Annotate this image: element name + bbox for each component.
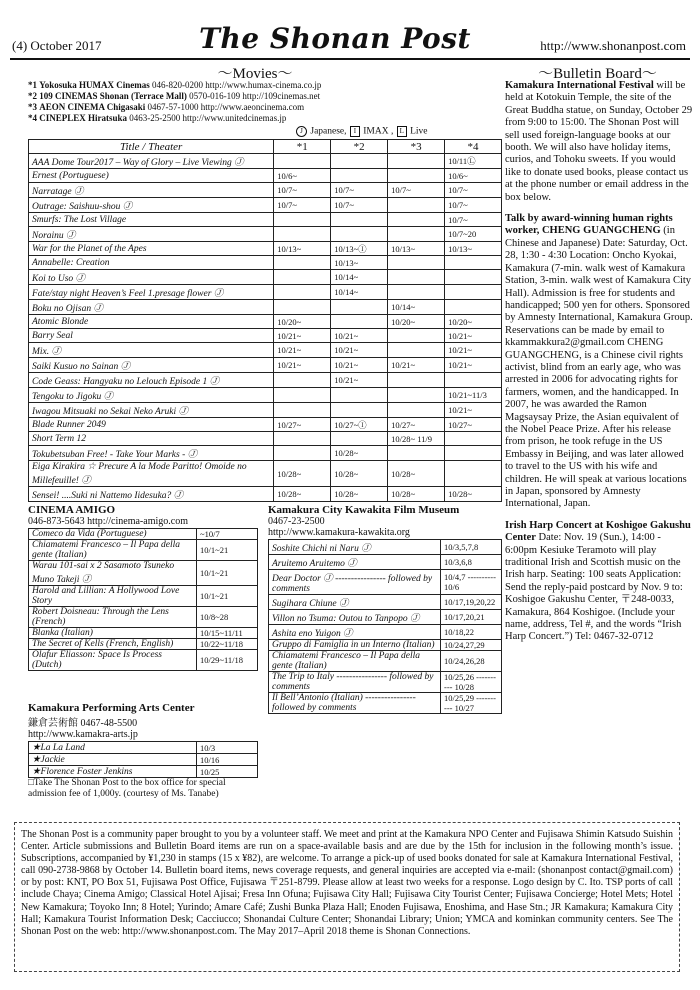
showing-date: 10/21~ bbox=[274, 329, 331, 343]
table-row bbox=[29, 754, 258, 766]
showing-date bbox=[274, 446, 331, 461]
showing-date bbox=[274, 213, 331, 227]
showing-date bbox=[331, 403, 388, 418]
showing-date: 10/18,22 bbox=[441, 625, 502, 640]
showing-date: 10/17,20,21 bbox=[441, 610, 502, 625]
movie-title: Eiga Kirakira ☆ Precure A la Mode Paritto! Omoide no Millefeuille! Ⓙ bbox=[29, 461, 274, 487]
movie-title: Smurfs: The Lost Village bbox=[29, 213, 274, 227]
table-row bbox=[29, 561, 258, 586]
movie-title: ★Jackie bbox=[29, 754, 197, 766]
showing-date: 10/21~ bbox=[331, 373, 388, 388]
movies-title: ～Movies～ bbox=[217, 66, 293, 82]
showing-date: 10/14~ bbox=[331, 285, 388, 300]
cinema-item: *3 AEON CINEMA Chigasaki 0467-57-1000 http://www.aeoncinema.com bbox=[28, 102, 305, 112]
table-row bbox=[269, 595, 502, 610]
showing-date: 10/13~ bbox=[331, 256, 388, 270]
movie-title: Dear Doctor Ⓙ ---------------- followed by comments bbox=[269, 570, 441, 595]
showing-date: 10/28~ bbox=[331, 446, 388, 461]
footer-box: The Shonan Post is a community paper brought to you by a volunteer staff. We meet and print at the Kamakura NPO Center and Fujisawa Shimin Katsudo Suishin Center. Article submissions and Bulletin Board items are run on a space-available basis and are due by the 15th for inclusion in the following month’s issue. Subscriptions, accompanied by ¥1,230 in stamps (15 x ¥82), are welcome. To arrange a pick-up of used books donated for sale at Kamakura International Festival, call 090-2738-9868 by October 14. Bulletin board items, news coverage requests, and general inquiries are accepted via e-mail: (shonanpost contact@gmail.com) or by post: KNT, PO Box 51, Fujisawa Post Office, Fujisawa 〒251-8799. Please allow at least two weeks for a response. Logo design by C. Ito. TSP ports of call include Chaya; Cinema Amigo; Classical Hotel Ajisai; Fresa Inn Ofuna; Fujisawa City Hall; Fujisawa City Tourist Center; Fujisawa Concierge; Hotel Mets; Hotel New Kamakura; Toyoko Inn; 8 Hotel; Yurindo; Amare Café; Zushi Bunka Plaza Hall; Enoden Fujisawa, Enoshima, and Hase Stn.; JR Kamakura; Kamakura City Hall; Kamakura Tourist Information Desk; Cacciucco; Shonandai Culture Center; Shonandai Library; Union; YMCA and kominkan community centers. See The Shonan Post on the web: http://www.shonanpost.com. The May 2017–April 2018 theme is Shonan Connections. bbox=[14, 822, 680, 972]
showing-date bbox=[274, 300, 331, 315]
table-row bbox=[29, 285, 502, 300]
showing-date: 10/13~ bbox=[445, 242, 502, 256]
cinema-list bbox=[28, 80, 321, 124]
showing-date: 10/7~ bbox=[331, 198, 388, 213]
showing-date bbox=[274, 154, 331, 169]
showing-date: 10/3,6,8 bbox=[441, 555, 502, 570]
table-row bbox=[269, 540, 502, 555]
showing-date: 10/28~ bbox=[331, 461, 388, 487]
table-row bbox=[29, 213, 502, 227]
showing-date: 10/21~ bbox=[274, 358, 331, 373]
imax-icon: I bbox=[350, 126, 360, 137]
movie-title: Saiki Kusuo no Sainan Ⓙ bbox=[29, 358, 274, 373]
showing-date: 10/13~Ⓘ bbox=[331, 242, 388, 256]
showing-date: 10/29~11/18 bbox=[197, 650, 258, 671]
movie-title: Sensei! ....Suki ni Nattemo Iidesuka? Ⓙ bbox=[29, 487, 274, 502]
showing-date: 10/13~ bbox=[388, 242, 445, 256]
showing-date: 10/21~ bbox=[445, 343, 502, 358]
showing-date bbox=[445, 285, 502, 300]
showing-date: 10/20~ bbox=[388, 315, 445, 329]
showing-date: 10/6~ bbox=[274, 169, 331, 183]
table-row bbox=[29, 529, 258, 540]
movie-title: Soshite Chichi ni Naru Ⓙ bbox=[269, 540, 441, 555]
table-row bbox=[269, 651, 502, 672]
table-row bbox=[269, 625, 502, 640]
movie-title: Robert Doisneau: Through the Lens (French) bbox=[29, 607, 197, 628]
showing-date: 10/27~ bbox=[388, 418, 445, 432]
movie-title: The Trip to Italy ---------------- followed by comments bbox=[269, 672, 441, 693]
movie-title: Sugihara Chiune Ⓙ bbox=[269, 595, 441, 610]
showing-date bbox=[445, 270, 502, 285]
table-row bbox=[29, 432, 502, 446]
movie-title: Short Term 12 bbox=[29, 432, 274, 446]
bulletin-board bbox=[505, 80, 693, 670]
showing-date: 10/7~ bbox=[274, 183, 331, 198]
showing-date bbox=[274, 388, 331, 403]
showing-date: 10/13~ bbox=[274, 242, 331, 256]
table-row bbox=[29, 639, 258, 650]
showing-date bbox=[274, 373, 331, 388]
movie-title: Barry Seal bbox=[29, 329, 274, 343]
kawakita-block bbox=[268, 504, 502, 714]
showing-date: 10/25,26 ---------- 10/28 bbox=[441, 672, 502, 693]
kpac-note: □Take The Shonan Post to the box office for special admission fee of 1,000y. (courtesy of Ms. Tanabe) bbox=[28, 778, 226, 799]
movie-title: Warau 101-sai x 2 Sasamoto Tsuneko Muno Takeji Ⓙ bbox=[29, 561, 197, 586]
showing-date bbox=[388, 343, 445, 358]
showing-date: 10/21~ bbox=[445, 403, 502, 418]
showing-date bbox=[388, 198, 445, 213]
movie-title: Tengoku to Jigoku Ⓙ bbox=[29, 388, 274, 403]
table-row bbox=[29, 242, 502, 256]
table-row bbox=[29, 650, 258, 671]
showing-date bbox=[445, 300, 502, 315]
table-row bbox=[29, 628, 258, 639]
japanese-icon: J bbox=[296, 126, 307, 137]
showing-date bbox=[331, 315, 388, 329]
kpac-name-jp: 鎌倉芸術館 bbox=[28, 718, 78, 729]
kpac-block bbox=[28, 702, 258, 800]
movie-title: ★La La Land bbox=[29, 742, 197, 754]
showing-date bbox=[445, 256, 502, 270]
showing-date bbox=[331, 300, 388, 315]
showing-date bbox=[274, 270, 331, 285]
kpac-table bbox=[28, 741, 258, 778]
showing-date bbox=[388, 388, 445, 403]
table-row bbox=[29, 742, 258, 754]
showing-date: 10/16 bbox=[197, 754, 258, 766]
column-header-theater: *4 bbox=[445, 140, 502, 154]
cinema-item: *4 CINEPLEX Hiratsuka 0463-25-2500 http://www.unitedcinemas.jp bbox=[28, 113, 287, 123]
movie-title: Code Geass: Hangyaku no Lelouch Episode 1 Ⓙ bbox=[29, 373, 274, 388]
showing-date: 10/28~ bbox=[445, 487, 502, 502]
kpac-url[interactable]: http://www.kamakra-arts.jp bbox=[28, 729, 138, 740]
showing-date: 10/25,29 ---------- 10/27 bbox=[441, 693, 502, 714]
showing-date bbox=[331, 432, 388, 446]
amigo-table bbox=[28, 528, 258, 671]
showing-date: 10/1~21 bbox=[197, 586, 258, 607]
kawakita-phone: 0467-23-2500 bbox=[268, 516, 325, 527]
showing-date: 10/7~ bbox=[331, 183, 388, 198]
bulletin-item: Talk by award-winning human rights worker, CHENG GUANGCHENG (in Chinese and Japanese) Date: Saturday, Oct. 28, 1:30 - 4:30 Location: Oncho Kyokai, Kamakura (7-min. walk west of Kamakura Station, 3-min. walk west of Kamakura City Hall). Admission is free for students and handicapped; 500 yen for others. Sponsored by Amnesty International, Kamakura Group. Reservations can be made by email to kkammakkura2@gmail.com CHENG GUANGCHENG, is a Chinese civil rights activist, blind from an early age, who was arrested in 2006 for advocating rights for farmers, women, and the handicapped. In 2007, he was awarded the Ramon Magsaysay Prize, the Asian equivalent of the Nobel Peace Prize. After his release from prison, he took refuge in the US Embassy in Beijing, and was later allowed to travel to the US with his wife and children. He will speak at various locations in Japan, sponsored by Amnesty International, Japan. bbox=[505, 213, 693, 510]
bulletin-item: Irish Harp Concert at Koshigoe Gakushu Center Date: Nov. 19 (Sun.), 14:00 - 6:00pm Kesiuke Teramoto will play traditional Irish and Scottish music on the Irish harp. Seating: 100 seats Application: Send the reply-paid postcard by Nov. 9 to: Koshigoe Gakushu Center, 〒248-0033, Kamakura, 864 Koshigoe. (Include your name, address, Tel #, and the words “Irish Harp Concert.”) Tel: 0467-32-0712 bbox=[505, 519, 691, 643]
cinema-item: *2 109 CINEMAS Shonan (Terrace Mall) 0570-016-109 http://109cinemas.net bbox=[28, 91, 321, 101]
showing-date bbox=[274, 403, 331, 418]
showing-date: 10/28~ bbox=[331, 487, 388, 502]
movie-title: Harold and Lillian: A Hollywood Love Story bbox=[29, 586, 197, 607]
showing-date: 10/17,19,20,22 bbox=[441, 595, 502, 610]
table-row bbox=[29, 373, 502, 388]
bulletin-title: ～Bulletin Board～ bbox=[538, 66, 657, 82]
showing-date: 10/1~21 bbox=[197, 561, 258, 586]
movie-title: Blade Runner 2049 bbox=[29, 418, 274, 432]
column-header-theater: *1 bbox=[274, 140, 331, 154]
movie-title: Ashita eno Yuigon Ⓙ bbox=[269, 625, 441, 640]
table-row bbox=[29, 388, 502, 403]
showing-date bbox=[331, 169, 388, 183]
table-row bbox=[269, 555, 502, 570]
table-row bbox=[29, 540, 258, 561]
movie-title: AAA Dome Tour2017 – Way of Glory – Live Viewing Ⓙ bbox=[29, 154, 274, 169]
table-row bbox=[29, 183, 502, 198]
showing-date: 10/14~ bbox=[331, 270, 388, 285]
cinema-item: *1 Yokosuka HUMAX Cinemas 046-820-0200 http://www.humax-cinema.co.jp bbox=[28, 80, 322, 90]
table-row bbox=[29, 766, 258, 778]
showing-date: 10/27~ bbox=[445, 418, 502, 432]
table-row bbox=[29, 169, 502, 183]
showing-date bbox=[445, 373, 502, 388]
movie-title: Olafur Eliasson: Space Is Process (Dutch) bbox=[29, 650, 197, 671]
showing-date: 10/15~11/11 bbox=[197, 628, 258, 639]
showing-date bbox=[388, 329, 445, 343]
showing-date: 10/28~ bbox=[274, 461, 331, 487]
movie-title: Tokubetsuban Free! - Take Your Marks - Ⓙ bbox=[29, 446, 274, 461]
showing-date: 10/21~ bbox=[388, 358, 445, 373]
showing-date: 10/28~ 11/9 bbox=[388, 432, 445, 446]
movie-title: Chiamatemi Francesco – Il Papa della gente (Italian) bbox=[269, 651, 441, 672]
showing-date bbox=[331, 388, 388, 403]
kawakita-url[interactable]: http://www.kamakura-kawakita.org bbox=[268, 527, 410, 538]
column-header-theater: *2 bbox=[331, 140, 388, 154]
showing-date: 10/28~ bbox=[274, 487, 331, 502]
table-row bbox=[29, 154, 502, 169]
table-row bbox=[269, 640, 502, 651]
movie-title: Chiamatemi Francesco – Il Papa della gente (Italian) bbox=[29, 540, 197, 561]
showing-date bbox=[445, 446, 502, 461]
showing-date: 10/7~ bbox=[445, 183, 502, 198]
showing-date bbox=[388, 373, 445, 388]
table-row bbox=[29, 256, 502, 270]
showing-date: 10/28~ bbox=[388, 461, 445, 487]
movie-title: Boku no Ojisan Ⓙ bbox=[29, 300, 274, 315]
showing-date: 10/28~ bbox=[388, 487, 445, 502]
showing-date: ~10/7 bbox=[197, 529, 258, 540]
movie-title: Mix. Ⓙ bbox=[29, 343, 274, 358]
showing-date: 10/24,26,28 bbox=[441, 651, 502, 672]
movie-title: Iwagou Mitsuaki no Sekai Neko Aruki Ⓙ bbox=[29, 403, 274, 418]
table-row bbox=[29, 343, 502, 358]
table-row bbox=[29, 227, 502, 242]
showing-date bbox=[388, 256, 445, 270]
showing-date bbox=[388, 169, 445, 183]
table-row bbox=[29, 586, 258, 607]
movie-title: Fate/stay night Heaven’s Feel 1.presage flower Ⓙ bbox=[29, 285, 274, 300]
showing-date bbox=[274, 227, 331, 242]
showing-date: 10/21~ bbox=[331, 358, 388, 373]
movie-title: ★Florence Foster Jenkins bbox=[29, 766, 197, 778]
showing-date: 10/21~ bbox=[445, 358, 502, 373]
column-header-title: Title / Theater bbox=[29, 140, 274, 154]
showing-date bbox=[445, 432, 502, 446]
showing-date: 10/14~ bbox=[388, 300, 445, 315]
legend: J Japanese, I IMAX , L Live bbox=[295, 126, 428, 137]
showing-date bbox=[388, 285, 445, 300]
showing-date: 10/21~ bbox=[445, 329, 502, 343]
table-row bbox=[269, 570, 502, 595]
table-row bbox=[29, 300, 502, 315]
amigo-name: CINEMA AMIGO bbox=[28, 504, 116, 516]
showing-date bbox=[445, 461, 502, 487]
showing-date: 10/7~ bbox=[445, 198, 502, 213]
showing-date bbox=[388, 227, 445, 242]
showing-date bbox=[331, 154, 388, 169]
showing-date: 10/20~ bbox=[445, 315, 502, 329]
website-url[interactable]: http://www.shonanpost.com bbox=[540, 38, 686, 53]
kpac-phone: 0467-48-5500 bbox=[80, 718, 138, 729]
showing-date bbox=[274, 285, 331, 300]
movie-title: Comeco da Vida (Portuguese) bbox=[29, 529, 197, 540]
amigo-contact: 046-873-5643 http://cinema-amigo.com bbox=[28, 516, 188, 527]
showing-date bbox=[388, 403, 445, 418]
bulletin-item: Kamakura International Festival will be held at Kotokuin Temple, the site of the Great Buddha statue, on Sunday, October 29 from 9:00 to 15:00. The Shonan Post will sell used foreign-language books at our booth. We will also have holiday items, curios, and Tohoku sweets. If you would like to donate used books, please contact us at the phone number or email address in the box below. bbox=[505, 80, 693, 203]
live-icon: L bbox=[397, 126, 407, 137]
movie-title: Outrage: Saishuu-shou Ⓙ bbox=[29, 198, 274, 213]
movie-title: Ernest (Portuguese) bbox=[29, 169, 274, 183]
showing-date: 10/7~ bbox=[274, 198, 331, 213]
movie-title: Atomic Blonde bbox=[29, 315, 274, 329]
movie-title: Koi to Uso Ⓙ bbox=[29, 270, 274, 285]
showing-date: 10/6~ bbox=[445, 169, 502, 183]
showing-date: 10/24,27,29 bbox=[441, 640, 502, 651]
showing-date bbox=[388, 154, 445, 169]
table-row bbox=[29, 198, 502, 213]
showing-date: 10/4,7 ---------- 10/6 bbox=[441, 570, 502, 595]
table-row bbox=[29, 358, 502, 373]
movie-title: Villon no Tsuma: Outou to Tanpopo Ⓙ bbox=[269, 610, 441, 625]
showing-date: 10/8~28 bbox=[197, 607, 258, 628]
table-row bbox=[29, 487, 502, 502]
kawakita-table bbox=[268, 539, 502, 714]
issue-date: (4) October 2017 bbox=[12, 38, 102, 53]
showing-date: 10/3,5,7,8 bbox=[441, 540, 502, 555]
header-rule bbox=[10, 58, 690, 60]
kawakita-name: Kamakura City Kawakita Film Museum bbox=[268, 504, 460, 516]
showing-date: 10/27~ bbox=[274, 418, 331, 432]
movie-title: Norainu Ⓙ bbox=[29, 227, 274, 242]
table-row bbox=[269, 693, 502, 714]
table-row bbox=[269, 672, 502, 693]
showing-date bbox=[274, 256, 331, 270]
showing-date: 10/21~ bbox=[274, 343, 331, 358]
showing-date: 10/22~11/18 bbox=[197, 639, 258, 650]
movie-title: Narratage Ⓙ bbox=[29, 183, 274, 198]
showing-date: 10/21~11/3 bbox=[445, 388, 502, 403]
cinema-amigo-block bbox=[28, 504, 258, 671]
movie-title: Gruppo di Famiglia in un Interno (Italian) bbox=[269, 640, 441, 651]
movie-title: Aruitemo Aruitemo Ⓙ bbox=[269, 555, 441, 570]
movies-table bbox=[28, 139, 502, 502]
showing-date: 10/27~Ⓘ bbox=[331, 418, 388, 432]
movie-title: War for the Planet of the Apes bbox=[29, 242, 274, 256]
table-row bbox=[29, 315, 502, 329]
table-row bbox=[269, 610, 502, 625]
showing-date: 10/25 bbox=[197, 766, 258, 778]
showing-date: 10/7~ bbox=[388, 183, 445, 198]
showing-date bbox=[331, 227, 388, 242]
movie-title: Blanka (Italian) bbox=[29, 628, 197, 639]
table-row bbox=[29, 403, 502, 418]
kpac-name: Kamakura Performing Arts Center bbox=[28, 702, 195, 714]
column-header-theater: *3 bbox=[388, 140, 445, 154]
showing-date: 10/21~ bbox=[331, 329, 388, 343]
table-row bbox=[29, 270, 502, 285]
table-row bbox=[29, 607, 258, 628]
showing-date: 10/7~ bbox=[445, 213, 502, 227]
table-row bbox=[29, 329, 502, 343]
movie-title: The Secret of Kells (French, English) bbox=[29, 639, 197, 650]
showing-date bbox=[388, 213, 445, 227]
showing-date bbox=[388, 270, 445, 285]
movie-title: Il Bell’Antonio (Italian) ---------------- followed by comments bbox=[269, 693, 441, 714]
table-row bbox=[29, 461, 502, 487]
showing-date: 10/7~20 bbox=[445, 227, 502, 242]
showing-date: 10/1~21 bbox=[197, 540, 258, 561]
table-row bbox=[29, 446, 502, 461]
showing-date: 10/11Ⓛ bbox=[445, 154, 502, 169]
showing-date bbox=[331, 213, 388, 227]
table-row bbox=[29, 418, 502, 432]
movie-title: Annabelle: Creation bbox=[29, 256, 274, 270]
showing-date bbox=[388, 446, 445, 461]
showing-date: 10/20~ bbox=[274, 315, 331, 329]
showing-date: 10/21~ bbox=[331, 343, 388, 358]
masthead-title: The Shonan Post bbox=[199, 22, 471, 55]
showing-date bbox=[274, 432, 331, 446]
showing-date: 10/3 bbox=[197, 742, 258, 754]
